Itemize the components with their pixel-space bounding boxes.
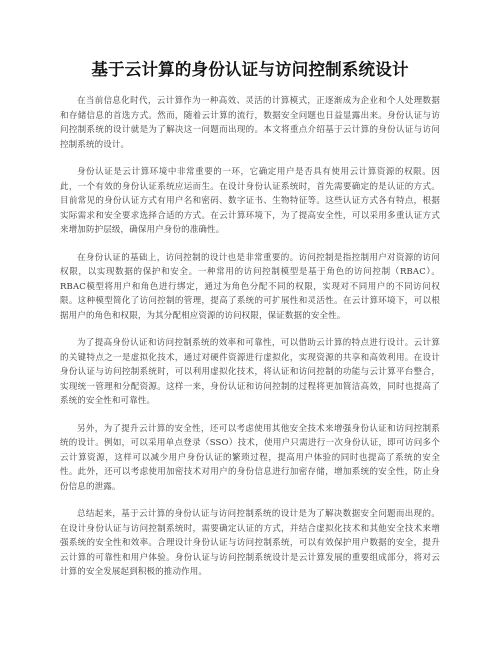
paragraph-virtualization: 为了提高身份认证和访问控制系统的效率和可靠性，可以借助云计算的特点进行设计。云计算的关键特点之一是虚拟化技术，通过对硬件资源进行虚拟化，实现资源的共享和高效利用。在设计身份认证与访问控制系统时，可以利用虚拟化技术，将认证和访问控制的功能与云计算平台整合，实现统一管理和分配资源。这样一来，身份认证和访问控制的过程将更加简洁高效，同时也提高了系统的安全性和可靠性。 [60, 338, 440, 406]
paragraph-security-techniques: 另外，为了提升云计算的安全性，还可以考虑使用其他安全技术来增强身份认证和访问控制系统的设计。例如，可以采用单点登录（SSO）技术，使用户只需进行一次身份认证，即可访问多个云计算资源，这样可以减少用户身份认证的繁琐过程，提高用户体验的同时也提高了系统的安全性。此外，还可以考虑使用加密技术对用户的身份信息进行加密存储，增加系统的安全性，防止身份信息的泄露。 [60, 423, 440, 492]
paragraph-authentication: 身份认证是云计算环境中非常重要的一环，它确定用户是否具有使用云计算资源的权限。因此，一个有效的身份认证系统应运而生。在设计身份认证系统时，首先需要确定的是认证的方式。目前常见的身份认证方式有用户名和密码、数字证书、生物特征等。这些认证方式各有特点，根据实际需求和安全要求选择合适的方式。在云计算环境下，为了提高安全性，可以采用多重认证方式来增加防护层级，确保用户身份的准确性。 [60, 167, 440, 235]
document-title: 基于云计算的身份认证与访问控制系统设计 [91, 60, 409, 79]
paragraph-access-control: 在身份认证的基础上，访问控制的设计也是非常重要的。访问控制是指控制用户对资源的访问权限，以实现数据的保护和安全。一种常用的访问控制模型是基于角色的访问控制（RBAC）。RBAC模型将用户和角色进行绑定，通过为角色分配不同的权限，实现对不同用户的不同访问权限。这种模型简化了访问控制的管理，提高了系统的可扩展性和灵活性。在云计算环境下，可以根据用户的角色和权限，为其分配相应资源的访问权限，保证数据的安全性。 [60, 252, 440, 321]
paragraph-conclusion: 总结起来，基于云计算的身份认证与访问控制系统的设计是为了解决数据安全问题而出现的。在设计身份认证与访问控制系统时，需要确定认证的方式，并结合虚拟化技术和其他安全技术来增强系统的安全性和效率。合理设计身份认证与访问控制系统，可以有效保护用户数据的安全，提升云计算的可靠性和用户体验。身份认证与访问控制系统设计是云计算发展的重要组成部分，将对云计算的安全发展起到积极的推动作用。 [60, 509, 440, 577]
paragraph-intro: 在当前信息化时代，云计算作为一种高效、灵活的计算模式，正逐渐成为企业和个人处理数据和存储信息的首选方式。然而，随着云计算的流行，数据安全问题也日益显露出来。身份认证与访问控制系统的设计就是为了解决这一问题而出现的。本文将重点介绍基于云计算的身份认证与访问控制系统的设计。 [60, 96, 440, 150]
